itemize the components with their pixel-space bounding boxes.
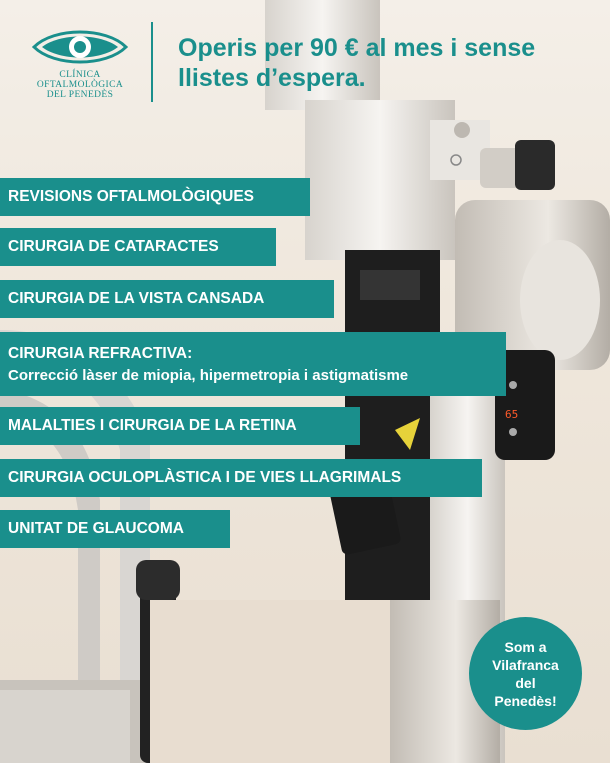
service-item [0, 228, 276, 266]
service-label: REVISIONS OFTALMOLÒGIQUES [8, 188, 255, 205]
service-label: MALALTIES I CIRURGIA DE LA RETINA [8, 417, 297, 434]
clinic-name: CLÍNICA OFTALMOLÒGICA DEL PENEDÈS [36, 70, 124, 100]
service-label: CIRURGIA DE LA VISTA CANSADA [8, 290, 265, 307]
service-label: CIRURGIA DE CATARACTES [8, 238, 219, 255]
clinic-logo [28, 26, 132, 100]
service-item [0, 178, 310, 216]
location-badge: Som a Vilafranca del Penedès! [469, 617, 582, 730]
service-item [0, 280, 334, 318]
headline: Operis per 90 € al mes i sense llistes d’espera. [178, 34, 536, 92]
service-item [0, 407, 360, 445]
service-label: CIRURGIA REFRACTIVA: [8, 344, 193, 362]
service-item-refractive [0, 332, 506, 396]
service-label: UNITAT DE GLAUCOMA [8, 520, 184, 537]
service-item [0, 510, 230, 548]
service-sublabel: Correcció làser de miopia, hipermetropia i astigmatisme [8, 366, 409, 384]
eye-logo-icon [32, 26, 128, 68]
device-display-readout: 65 [505, 408, 519, 421]
header-divider [151, 22, 153, 102]
service-label: CIRURGIA OCULOPLÀSTICA I DE VIES LLAGRIMALS [8, 469, 402, 486]
service-item [0, 459, 482, 497]
